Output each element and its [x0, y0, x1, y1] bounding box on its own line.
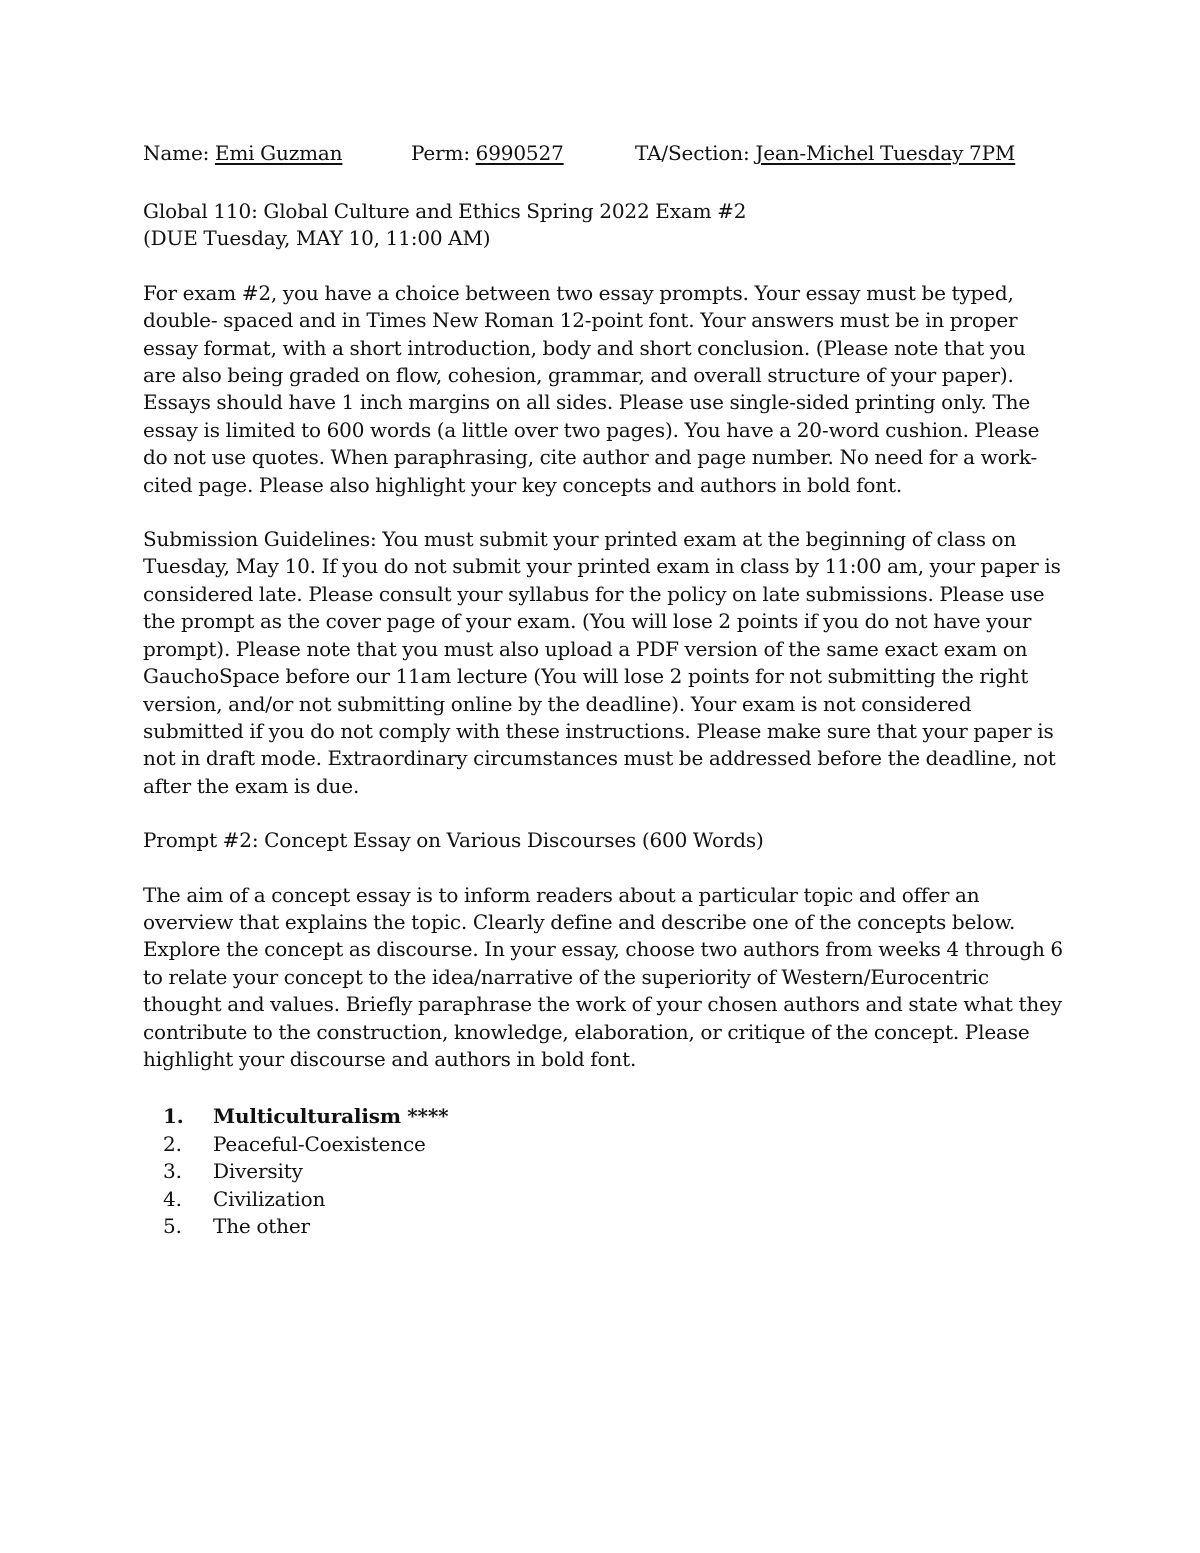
perm-number: 6990527 [475, 141, 564, 165]
concept-label: Civilization [213, 1186, 326, 1211]
exam-title [143, 198, 1063, 253]
name-label: Name: [143, 141, 215, 165]
concept-number: 5. [163, 1214, 182, 1238]
concept-item [163, 1186, 1063, 1213]
concept-label: Diversity [213, 1159, 303, 1184]
instructions-paragraph: For exam #2, you have a choice between two essay prompts. Your essay must be typed, double- spaced and in Times New Roman 12-point font. Your answers must be in proper essay format, with a short introduction, body and short conclusion. (Please note that you are also being graded on flow, cohesion, grammar, and overall structure of your paper). Essays should have 1 inch margins on all sides. Please use single-sided printing only. The essay is limited to 600 words (a little over two pages). You have a 20-word cushion. Please do not use quotes. When paraphrasing, cite author and page number. No need for a work-cited page. Please also highlight your key concepts and authors in bold font. [143, 280, 1040, 497]
ta-section-label: TA/Section: [635, 141, 756, 165]
concept-number: 1. [163, 1104, 184, 1129]
prompt-body: The aim of a concept essay is to inform readers about a particular topic and offer an overview that explains the topic. Clearly define and describe one of the concepts below. Explore the concept as discourse. In your essay, choose two authors from weeks 4 through 6 to relate your concept to the idea/narrative of the superiority of Western/Eurocentric thought and values. Briefly paraphrase the work of your chosen authors and state what they contribute to the construction, knowledge, elaboration, or critique of the concept. Please highlight your discourse and authors in bold font. [143, 882, 1063, 1071]
exam-title-line-1: Global 110: Global Culture and Ethics Spring 2022 Exam #2 [143, 199, 747, 223]
student-header [143, 140, 1063, 170]
perm-field [411, 140, 564, 167]
name-field [143, 140, 342, 167]
prompt-title: Prompt #2: Concept Essay on Various Discourses (600 Words) [143, 828, 764, 853]
concept-number: 2. [163, 1131, 182, 1156]
student-name: Emi Guzman [214, 141, 343, 165]
perm-label: Perm: [411, 141, 476, 165]
concept-label: Peaceful-Coexistence [213, 1131, 426, 1156]
concept-label: Multiculturalism [213, 1104, 401, 1129]
ta-section-value: Jean-Michel Tuesday 7PM [755, 141, 1016, 165]
concept-label: The other [213, 1214, 310, 1238]
ta-section-field [635, 140, 1015, 167]
concept-number: 3. [163, 1159, 182, 1184]
exam-due-date: (DUE Tuesday, MAY 10, 11:00 AM) [143, 226, 491, 251]
concept-item [163, 1103, 1063, 1130]
concept-number: 4. [163, 1186, 182, 1211]
concept-item [163, 1158, 1063, 1185]
concept-marker: **** [400, 1104, 449, 1129]
concept-item [163, 1213, 1063, 1240]
exam-page [143, 140, 1063, 1240]
concept-item [163, 1131, 1063, 1158]
submission-guidelines-paragraph: Submission Guidelines: You must submit your printed exam at the beginning of class on Tuesday, May 10. If you do not submit your printed exam in class by 11:00 am, your paper is considered late. Please consult your syllabus for the policy on late submissions. Please use the prompt as the cover page of your exam. (You will lose 2 points if you do not have your prompt). Please note that you must also upload a PDF version of the same exact exam on GauchoSpace before our 11am lecture (You will lose 2 points for not submitting the right version, and/or not submitting online by the deadline). Your exam is not considered submitted if you do not comply with these instructions. Please make sure that your paper is not in draft mode. Extraordinary circumstances must be addressed before the deadline, not after the exam is due. [143, 527, 1061, 798]
concept-list [143, 1103, 1063, 1240]
